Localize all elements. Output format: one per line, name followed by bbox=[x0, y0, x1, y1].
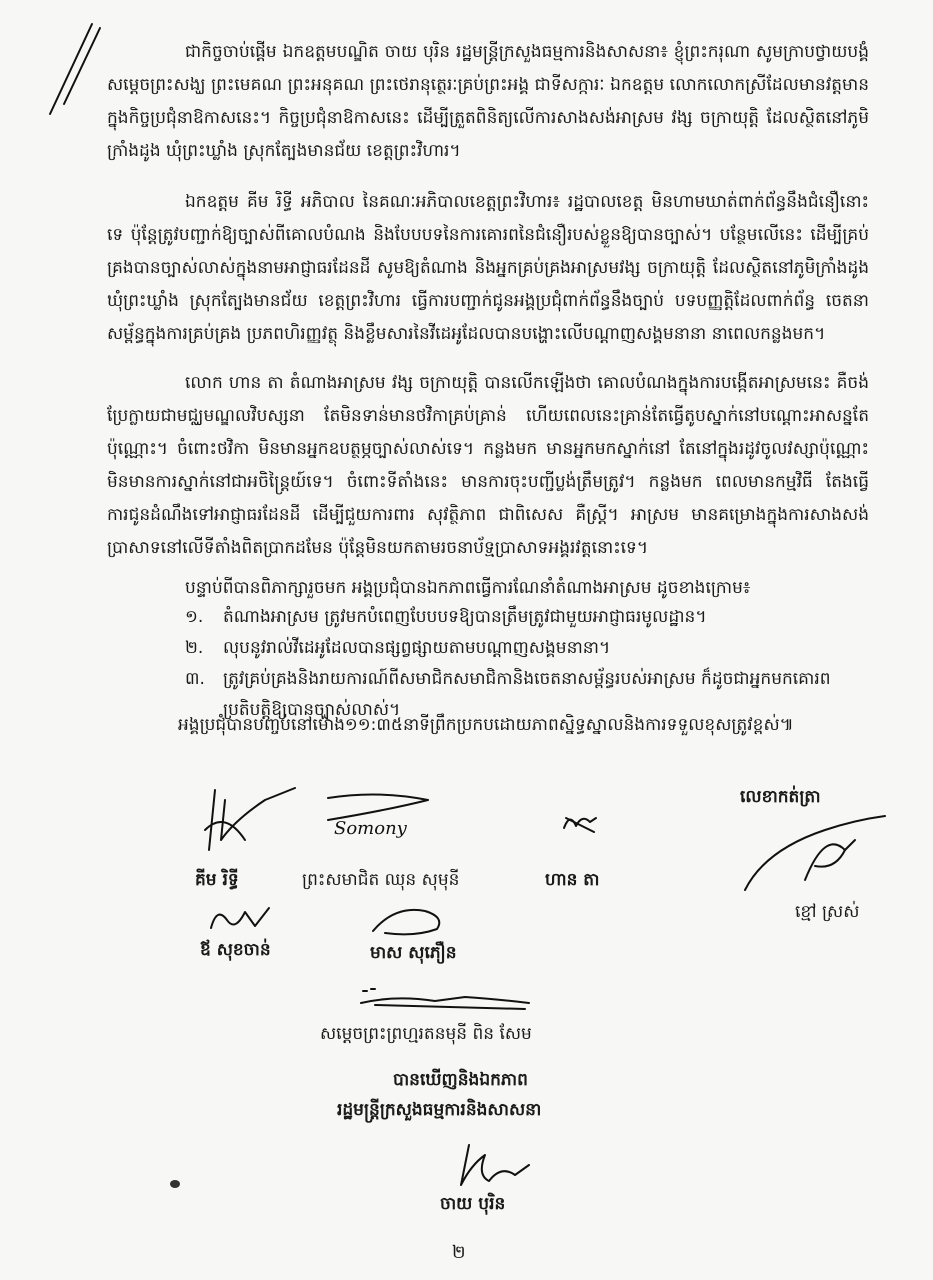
signature-somdech bbox=[355, 985, 535, 1015]
name-meas-sokhoeun: មាស សុភឿន bbox=[370, 943, 457, 963]
closing-statement: អង្គប្រជុំបានបញ្ចប់នៅម៉ោង១១:៣៥នាទីព្រឹកប្រកបដោយភាពស្និទ្ធស្នាលនិងការទទួលខុសត្រូវខ្ពស់៕ bbox=[178, 715, 794, 735]
name-kim-rithy: គីម រិទ្ធី bbox=[195, 870, 239, 890]
name-ou-sokchan: ឪ សុខចាន់ bbox=[200, 940, 271, 960]
minister-title: រដ្ឋមន្ត្រីក្រសួងធម្មការនិងសាសនា bbox=[337, 1100, 542, 1120]
paragraph-governor: ឯកឧត្តម គីម រិទ្ធី អភិបាល នៃគណៈអភិបាលខេត្តព្រះវិហារ៖ រដ្ឋបាលខេត្ត មិនហាមឃាត់ពាក់ព័ន្ធនឹងជំនឿនោះទេ ប៉ុន្តែត្រូវបញ្ជាក់ឱ្យច្បាស់ពីគោលបំណង និងបែបបទនៃការគោរពនៃជំនឿរបស់ខ្លួនឱ្យបានច្បាស់។ បន្ថែមលើនេះ ដើម្បីគ្រប់គ្រងបានច្បាស់លាស់ក្នុងនាមអាជ្ញាធរដែនដី សូមឱ្យតំណាង និងអ្នកគ្រប់គ្រងអាស្រមវង្ស ចក្រាយុត្តិ ដែលស្ថិតនៅភូមិក្រាំងដូង ឃុំព្រះឃ្លាំង ស្រុកត្បែងមានជ័យ ខេត្តព្រះវិហារ ធ្វើការបញ្ជាក់ជូនអង្គប្រជុំពាក់ព័ន្ធនឹងច្បាប់ បទបញ្ញត្តិដែលពាក់ព័ន្ធ ចេតនាសម្ព័ន្ធក្នុងការគ្រប់គ្រង ប្រភពហិរញ្ញវត្ថុ និងខ្លឹមសារនៃវីដេអូដែលបានបង្ហោះលើបណ្តាញសង្គមនានា នាពេលកន្លងមក។ bbox=[107, 192, 869, 344]
signature-kim-rithy bbox=[195, 780, 305, 870]
list-item: ៣. ត្រូវគ្រប់គ្រងនិងរាយការណ៍ពីសមាជិកសមាជិកានិងចេតនាសម្ព័ន្ធរបស់អាស្រម ក៏ដូចជាអ្នកមកគោរពប្រតិបត្តិឱ្យបានច្បាស់លាស់។ bbox=[185, 669, 831, 720]
paragraph-representative: លោក ហាន តា តំណាងអាស្រម វង្ស ចក្រាយុត្តិ បានលើកឡើងថា គោលបំណងក្នុងការបង្កើតអាស្រមនេះ គឺចង់ប្រែក្លាយជាមជ្ឈមណ្ឌលវិបស្សនា តែមិនទាន់មានថវិកាគ្រប់គ្រាន់ ហើយពេលនេះគ្រាន់តែធ្វើតូបស្នាក់នៅបណ្តោះអាសន្នតែប៉ុណ្ណោះ។ ចំពោះថវិកា មិនមានអ្នកឧបត្ថម្ភច្បាស់លាស់ទេ។ កន្លងមក មានអ្នកមកស្នាក់នៅ តែនៅក្នុងរដូវចូលវស្សាប៉ុណ្ណោះ មិនមានការស្នាក់នៅជាអចិន្ត្រៃយ៍ទេ។ ចំពោះទីតាំងនេះ មានការចុះបញ្ជីប្លង់ត្រឹមត្រូវ។ កន្លងមក ពេលមានកម្មវិធី តែងធ្វើការជូនដំណឹងទៅអាជ្ញាធរដែនដី ដើម្បីជួយការពារ សុវត្ថិភាព ជាពិសេស គឺស្ត្រី។ អាស្រម មានគម្រោងក្នុងការសាងសង់ប្រាសាទនៅលើទីតាំងពិតប្រាកដមែន ប៉ុន្តែមិនយកតាមរចនាប័ទ្មប្រាសាទអង្គរវត្តនោះទេ។ bbox=[107, 373, 869, 558]
signature-somonea bbox=[318, 790, 438, 860]
signature-somonea-text: Somony bbox=[334, 818, 407, 839]
signature-minister bbox=[455, 1135, 535, 1195]
page-number: ២ bbox=[452, 1242, 466, 1263]
name-khiev-sreng: ខ្មៅ ស្រស់ bbox=[795, 902, 860, 922]
approval-label: បានឃើញនិងឯកភាព bbox=[393, 1070, 528, 1090]
secretary-title: លេខាកត់ត្រា bbox=[740, 787, 821, 807]
list-item: ២. លុបនូវរាល់វីដេអូដែលបានផ្សព្វផ្សាយតាមបណ្តាញសង្គមនានា។ bbox=[185, 638, 611, 658]
ink-dot bbox=[170, 1180, 180, 1188]
signature-meas-sokhoeun bbox=[365, 903, 465, 939]
name-minister: ចាយ បុរិន bbox=[440, 1194, 506, 1214]
name-somdech: សម្តេចព្រះព្រហ្មរតនមុនី ពិន សែម bbox=[320, 1024, 532, 1044]
paragraph-opening: ជាកិច្ចចាប់ផ្តើម ឯកឧត្តមបណ្ឌិត ចាយ បុរិន រដ្ឋមន្ត្រីក្រសួងធម្មការនិងសាសនា៖ ខ្ញុំព្រះករុណា សូមក្រាបថ្វាយបង្គំ សម្តេចព្រះសង្ឃ ព្រះមេគណ ព្រះអនុគណ ព្រះថេរានុត្ថេរៈគ្រប់ព្រះអង្គ ជាទីសក្ការៈ ឯកឧត្តម លោកលោកស្រីដែលមានវត្តមានក្នុងកិច្ចប្រជុំនាឱកាសនេះ។ កិច្ចប្រជុំនាឱកាសនេះ ដើម្បីត្រួតពិនិត្យលើការសាងសង់អាស្រម វង្ស ចក្រាយុត្តិ ដែលស្ថិតនៅភូមិក្រាំងដូង ឃុំព្រះឃ្លាំង ស្រុកត្បែងមានជ័យ ខេត្តព្រះវិហារ។ bbox=[107, 42, 869, 161]
signature-ou-sokchan bbox=[205, 898, 275, 938]
name-somonea: ព្រះសមាជិត ឈុន សុមុនី bbox=[302, 870, 460, 890]
signature-khiev-sreng bbox=[735, 810, 895, 900]
name-han-ta: ហាន តា bbox=[545, 870, 600, 890]
signature-han-ta bbox=[560, 808, 600, 838]
margin-pen-marks bbox=[44, 18, 104, 118]
recommendation-list bbox=[185, 602, 875, 726]
paragraph-conclusion: បន្ទាប់ពីបានពិភាក្សារួចមក អង្គប្រជុំបានឯកភាពធ្វើការណែនាំតំណាងអាស្រម ដូចខាងក្រោម៖ bbox=[185, 578, 751, 598]
list-item: ១. តំណាងអាស្រម ត្រូវមកបំពេញបែបបទឱ្យបានត្រឹមត្រូវជាមួយអាជ្ញាធរមូលដ្ឋាន។ bbox=[185, 607, 707, 627]
